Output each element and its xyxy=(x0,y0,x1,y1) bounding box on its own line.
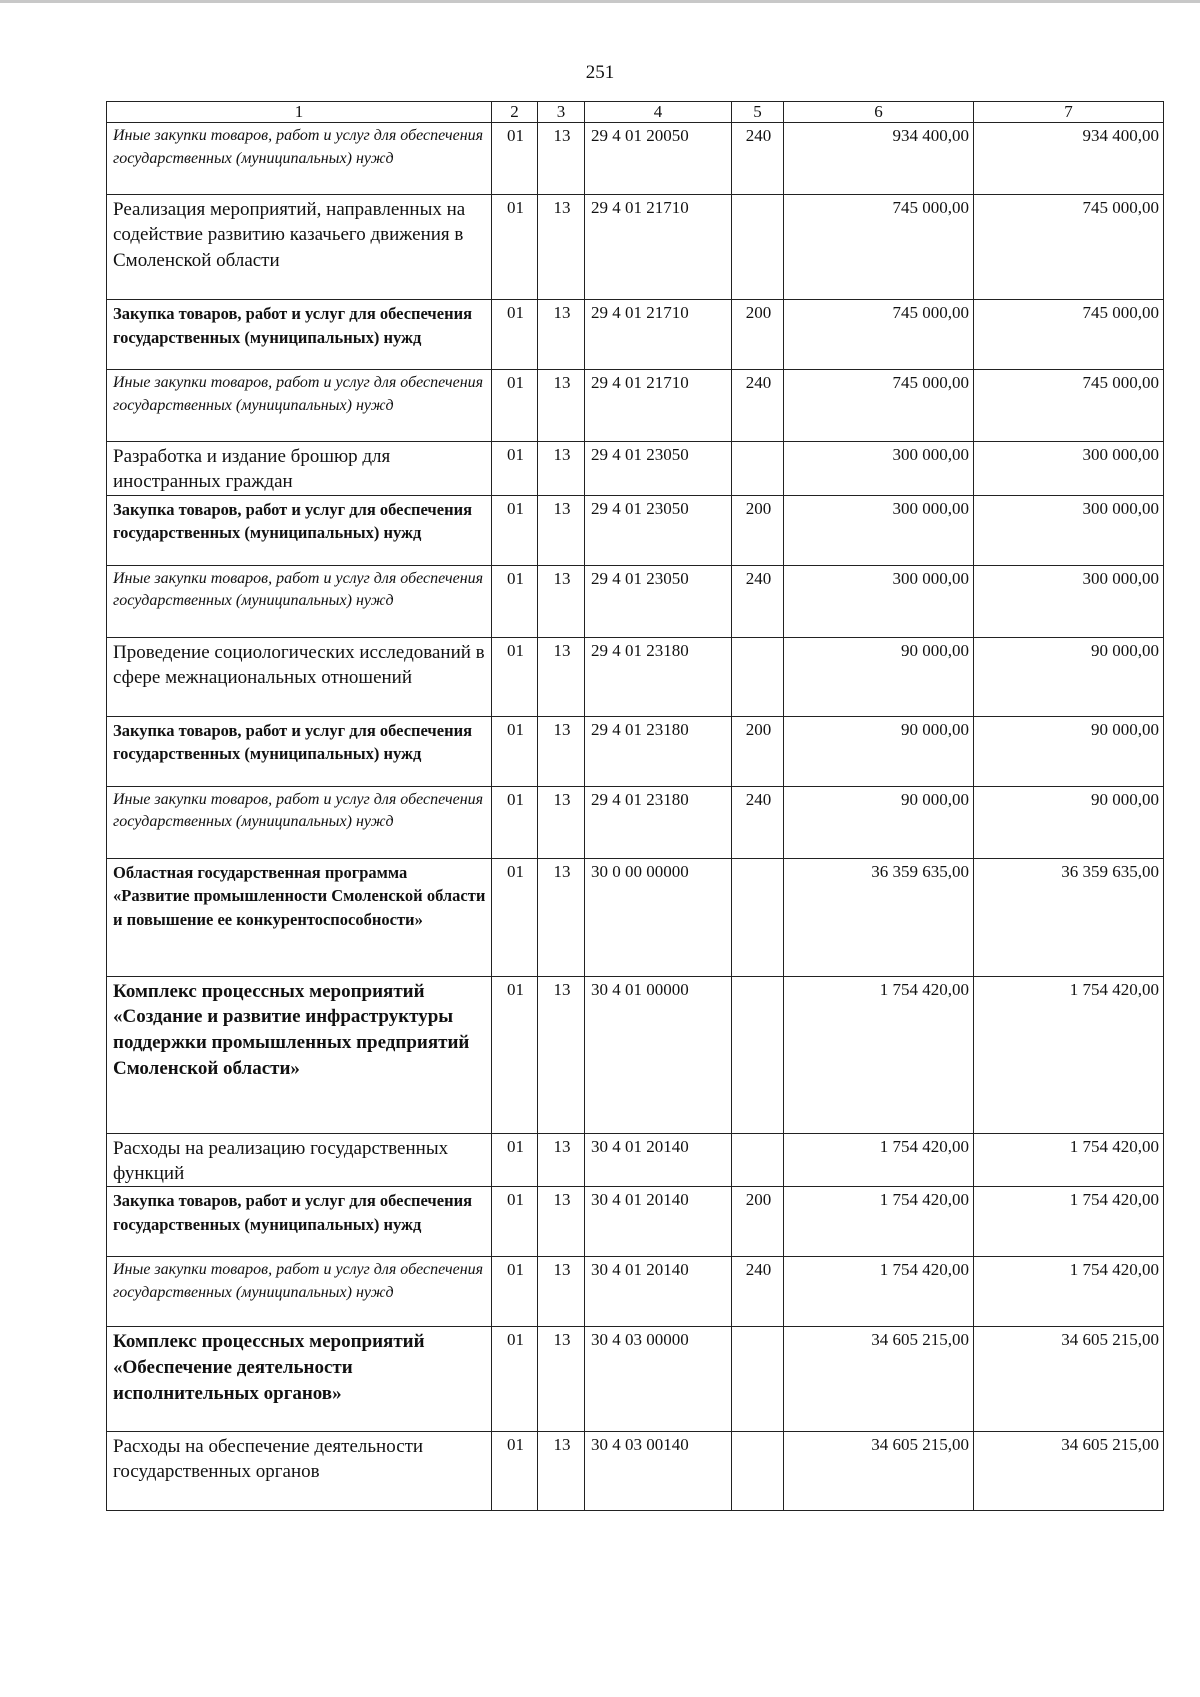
expense-name-cell: Проведение социологических исследований в сфере межнациональных отношений xyxy=(107,637,492,716)
table-row xyxy=(107,565,1164,637)
section-code-cell: 01 xyxy=(492,442,538,496)
section-code-cell: 01 xyxy=(492,195,538,300)
section-code-cell: 01 xyxy=(492,858,538,976)
section-code-cell: 01 xyxy=(492,1432,538,1511)
target-article-cell: 29 4 01 21710 xyxy=(585,195,732,300)
expense-type-cell xyxy=(732,442,784,496)
subsection-code-cell: 13 xyxy=(538,1133,585,1187)
expense-type-cell: 240 xyxy=(732,786,784,858)
subsection-code-cell: 13 xyxy=(538,786,585,858)
expense-name-cell: Закупка товаров, работ и услуг для обеспечения государственных (муниципальных) нужд xyxy=(107,495,492,565)
table-row xyxy=(107,300,1164,370)
amount-cell-col7: 90 000,00 xyxy=(974,716,1164,786)
table-body xyxy=(107,102,1164,1511)
amount-cell-col7: 745 000,00 xyxy=(974,195,1164,300)
amount-cell-col7: 300 000,00 xyxy=(974,442,1164,496)
amount-cell-col7: 90 000,00 xyxy=(974,786,1164,858)
amount-cell-col6: 1 754 420,00 xyxy=(784,1187,974,1257)
table-row xyxy=(107,1187,1164,1257)
amount-cell-col7: 1 754 420,00 xyxy=(974,1133,1164,1187)
amount-cell-col6: 300 000,00 xyxy=(784,442,974,496)
subsection-code-cell: 13 xyxy=(538,195,585,300)
target-article-cell: 29 4 01 23050 xyxy=(585,495,732,565)
column-header: 2 xyxy=(492,102,538,123)
amount-cell-col6: 90 000,00 xyxy=(784,716,974,786)
amount-cell-col7: 90 000,00 xyxy=(974,637,1164,716)
amount-cell-col7: 745 000,00 xyxy=(974,370,1164,442)
target-article-cell: 30 4 01 20140 xyxy=(585,1187,732,1257)
amount-cell-col7: 300 000,00 xyxy=(974,495,1164,565)
amount-cell-col6: 745 000,00 xyxy=(784,370,974,442)
amount-cell-col6: 34 605 215,00 xyxy=(784,1432,974,1511)
subsection-code-cell: 13 xyxy=(538,442,585,496)
amount-cell-col7: 745 000,00 xyxy=(974,300,1164,370)
expense-name-cell: Комплекс процессных мероприятий «Обеспечение деятельности исполнительных органов» xyxy=(107,1327,492,1432)
expense-type-cell xyxy=(732,858,784,976)
expense-name-cell: Реализация мероприятий, направленных на содействие развитию казачьего движения в Смоленской области xyxy=(107,195,492,300)
amount-cell-col7: 36 359 635,00 xyxy=(974,858,1164,976)
amount-cell-col7: 1 754 420,00 xyxy=(974,1187,1164,1257)
section-code-cell: 01 xyxy=(492,1257,538,1327)
column-header: 4 xyxy=(585,102,732,123)
column-header: 5 xyxy=(732,102,784,123)
subsection-code-cell: 13 xyxy=(538,495,585,565)
section-code-cell: 01 xyxy=(492,786,538,858)
expense-type-cell: 200 xyxy=(732,300,784,370)
budget-table xyxy=(106,101,1164,1511)
amount-cell-col7: 1 754 420,00 xyxy=(974,1257,1164,1327)
subsection-code-cell: 13 xyxy=(538,858,585,976)
table-row xyxy=(107,1432,1164,1511)
section-code-cell: 01 xyxy=(492,1187,538,1257)
expense-type-cell xyxy=(732,1327,784,1432)
table-row xyxy=(107,195,1164,300)
target-article-cell: 30 4 03 00000 xyxy=(585,1327,732,1432)
expense-type-cell xyxy=(732,637,784,716)
page-number: 251 xyxy=(585,62,615,83)
target-article-cell: 29 4 01 20050 xyxy=(585,123,732,195)
expense-name-cell: Иные закупки товаров, работ и услуг для обеспечения государственных (муниципальных) нужд xyxy=(107,370,492,442)
expense-type-cell xyxy=(732,1133,784,1187)
expense-type-cell: 240 xyxy=(732,123,784,195)
target-article-cell: 29 4 01 23050 xyxy=(585,565,732,637)
expense-type-cell: 200 xyxy=(732,1187,784,1257)
expense-name-cell: Расходы на реализацию государственных функций xyxy=(107,1133,492,1187)
expense-type-cell: 240 xyxy=(732,1257,784,1327)
target-article-cell: 29 4 01 23180 xyxy=(585,716,732,786)
section-code-cell: 01 xyxy=(492,1327,538,1432)
amount-cell-col6: 90 000,00 xyxy=(784,786,974,858)
amount-cell-col6: 34 605 215,00 xyxy=(784,1327,974,1432)
expense-name-cell: Иные закупки товаров, работ и услуг для обеспечения государственных (муниципальных) нужд xyxy=(107,565,492,637)
subsection-code-cell: 13 xyxy=(538,1432,585,1511)
scan-edge xyxy=(0,0,1200,3)
table-row xyxy=(107,1257,1164,1327)
amount-cell-col6: 745 000,00 xyxy=(784,195,974,300)
subsection-code-cell: 13 xyxy=(538,123,585,195)
target-article-cell: 29 4 01 21710 xyxy=(585,370,732,442)
column-header: 7 xyxy=(974,102,1164,123)
expense-name-cell: Закупка товаров, работ и услуг для обеспечения государственных (муниципальных) нужд xyxy=(107,300,492,370)
section-code-cell: 01 xyxy=(492,976,538,1133)
section-code-cell: 01 xyxy=(492,565,538,637)
expense-type-cell: 240 xyxy=(732,370,784,442)
section-code-cell: 01 xyxy=(492,123,538,195)
subsection-code-cell: 13 xyxy=(538,300,585,370)
table-row xyxy=(107,495,1164,565)
target-article-cell: 30 0 00 00000 xyxy=(585,858,732,976)
column-header: 3 xyxy=(538,102,585,123)
table-row xyxy=(107,716,1164,786)
expense-name-cell: Иные закупки товаров, работ и услуг для обеспечения государственных (муниципальных) нужд xyxy=(107,1257,492,1327)
amount-cell-col6: 1 754 420,00 xyxy=(784,976,974,1133)
column-header: 1 xyxy=(107,102,492,123)
expense-name-cell: Иные закупки товаров, работ и услуг для обеспечения государственных (муниципальных) нужд xyxy=(107,786,492,858)
table-row xyxy=(107,1133,1164,1187)
table-row xyxy=(107,976,1164,1133)
target-article-cell: 30 4 01 20140 xyxy=(585,1257,732,1327)
expense-name-cell: Областная государственная программа «Развитие промышленности Смоленской области и повышение ее конкурентоспособности» xyxy=(107,858,492,976)
table-row xyxy=(107,858,1164,976)
section-code-cell: 01 xyxy=(492,716,538,786)
subsection-code-cell: 13 xyxy=(538,370,585,442)
table-row xyxy=(107,370,1164,442)
expense-name-cell: Разработка и издание брошюр для иностранных граждан xyxy=(107,442,492,496)
amount-cell-col7: 300 000,00 xyxy=(974,565,1164,637)
expense-type-cell: 200 xyxy=(732,495,784,565)
expense-type-cell xyxy=(732,976,784,1133)
expense-type-cell: 240 xyxy=(732,565,784,637)
section-code-cell: 01 xyxy=(492,1133,538,1187)
subsection-code-cell: 13 xyxy=(538,1187,585,1257)
expense-name-cell: Закупка товаров, работ и услуг для обеспечения государственных (муниципальных) нужд xyxy=(107,716,492,786)
target-article-cell: 30 4 01 20140 xyxy=(585,1133,732,1187)
amount-cell-col6: 745 000,00 xyxy=(784,300,974,370)
section-code-cell: 01 xyxy=(492,495,538,565)
amount-cell-col6: 300 000,00 xyxy=(784,495,974,565)
subsection-code-cell: 13 xyxy=(538,716,585,786)
target-article-cell: 29 4 01 21710 xyxy=(585,300,732,370)
expense-name-cell: Иные закупки товаров, работ и услуг для обеспечения государственных (муниципальных) нужд xyxy=(107,123,492,195)
table-row xyxy=(107,637,1164,716)
header-row xyxy=(107,102,1164,123)
target-article-cell: 29 4 01 23050 xyxy=(585,442,732,496)
subsection-code-cell: 13 xyxy=(538,1327,585,1432)
amount-cell-col6: 934 400,00 xyxy=(784,123,974,195)
column-header: 6 xyxy=(784,102,974,123)
section-code-cell: 01 xyxy=(492,370,538,442)
subsection-code-cell: 13 xyxy=(538,1257,585,1327)
amount-cell-col7: 34 605 215,00 xyxy=(974,1327,1164,1432)
section-code-cell: 01 xyxy=(492,637,538,716)
amount-cell-col6: 90 000,00 xyxy=(784,637,974,716)
target-article-cell: 29 4 01 23180 xyxy=(585,637,732,716)
table-row xyxy=(107,442,1164,496)
amount-cell-col6: 1 754 420,00 xyxy=(784,1133,974,1187)
target-article-cell: 30 4 01 00000 xyxy=(585,976,732,1133)
target-article-cell: 30 4 03 00140 xyxy=(585,1432,732,1511)
amount-cell-col6: 36 359 635,00 xyxy=(784,858,974,976)
expense-name-cell: Закупка товаров, работ и услуг для обеспечения государственных (муниципальных) нужд xyxy=(107,1187,492,1257)
expense-type-cell: 200 xyxy=(732,716,784,786)
table-row xyxy=(107,123,1164,195)
table-row xyxy=(107,786,1164,858)
target-article-cell: 29 4 01 23180 xyxy=(585,786,732,858)
amount-cell-col6: 300 000,00 xyxy=(784,565,974,637)
amount-cell-col7: 1 754 420,00 xyxy=(974,976,1164,1133)
expense-type-cell xyxy=(732,1432,784,1511)
section-code-cell: 01 xyxy=(492,300,538,370)
subsection-code-cell: 13 xyxy=(538,976,585,1133)
expense-name-cell: Расходы на обеспечение деятельности государственных органов xyxy=(107,1432,492,1511)
subsection-code-cell: 13 xyxy=(538,565,585,637)
expense-name-cell: Комплекс процессных мероприятий «Создание и развитие инфраструктуры поддержки промышленных предприятий Смоленской области» xyxy=(107,976,492,1133)
subsection-code-cell: 13 xyxy=(538,637,585,716)
amount-cell-col7: 934 400,00 xyxy=(974,123,1164,195)
amount-cell-col7: 34 605 215,00 xyxy=(974,1432,1164,1511)
expense-type-cell xyxy=(732,195,784,300)
amount-cell-col6: 1 754 420,00 xyxy=(784,1257,974,1327)
table-row xyxy=(107,1327,1164,1432)
